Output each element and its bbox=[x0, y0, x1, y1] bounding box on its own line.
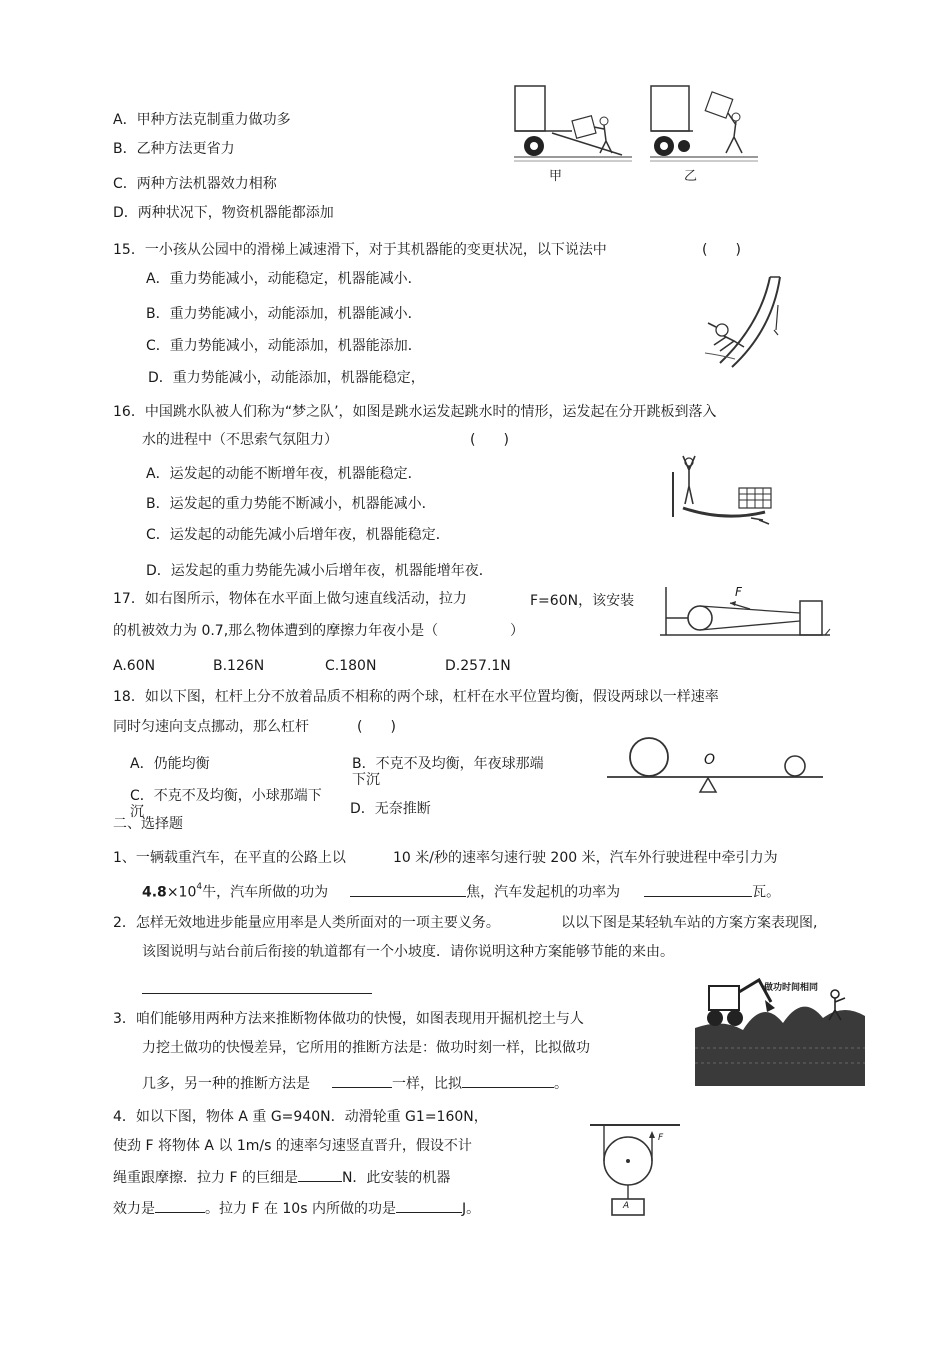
s4-line4c: J。 bbox=[461, 1201, 481, 1217]
s1-line2c: 瓦。 bbox=[752, 884, 781, 901]
figure-label-yi: 乙 bbox=[684, 169, 698, 184]
s1-line1a: 1、一辆载重汽车，在平直的公路上以 bbox=[113, 850, 346, 866]
q18-option-a: A．仍能均衡 bbox=[130, 756, 210, 772]
q16-stem-line2: 水的进程中（不思索气氛阻力） bbox=[142, 432, 338, 448]
q17-stem-line2b: ） bbox=[510, 623, 524, 639]
s4-line3a: 绳重跟摩擦．拉力 F 的巨细是 bbox=[113, 1170, 298, 1186]
q17-pulley-figure bbox=[660, 585, 832, 641]
s4-line1: 4．如以下图，物体 A 重 G=940N．动滑轮重 G1=160N， bbox=[113, 1109, 488, 1125]
q18-option-b-line1: B．不克不及均衡，年夜球那端 bbox=[352, 756, 544, 772]
s3-line2: 力挖土做功的快慢差异，它所用的推断方法是：做功时刻一样，比拟做功 bbox=[142, 1040, 590, 1056]
s4-line4a: 效力是 bbox=[113, 1201, 155, 1217]
s4-force-label: F bbox=[658, 1133, 664, 1143]
q14-option-b: B．乙种方法更省力 bbox=[113, 141, 235, 157]
q17-stem-line2a: 的机被效力为 0.7,那么物体遭到的摩擦力年夜小是（ bbox=[113, 623, 439, 639]
q16-option-d: D．运发起的重力势能先减小后增年夜，机器能增年夜． bbox=[146, 563, 493, 579]
q15-option-c: C．重力势能减小，动能添加，机器能添加． bbox=[146, 338, 422, 354]
s1-line1b: 10 米/秒的速率匀速行驶 200 米，汽车外行驶进程中牵引力为 bbox=[393, 850, 778, 866]
s1-line2a: 牛，汽车所做的功为 bbox=[202, 884, 329, 901]
q17-option-c: C.180N bbox=[325, 658, 377, 674]
q14-figure-yi bbox=[648, 83, 760, 168]
q15-slide-figure bbox=[700, 275, 785, 370]
s4-pulley-figure bbox=[588, 1121, 683, 1219]
q17-stem-line1a: 17．如右图所示，物体在水平面上做匀速直线活动，拉力 bbox=[113, 591, 467, 607]
s1-line2 bbox=[142, 880, 780, 902]
s1-line2b: 焦，汽车发起机的功率为 bbox=[466, 884, 621, 901]
q14-option-c: C．两种方法机器效力相称 bbox=[113, 176, 277, 192]
s4-line3 bbox=[113, 1167, 450, 1187]
q16-option-c: C．运发起的动能先减小后增年夜，机器能稳定． bbox=[146, 527, 450, 543]
q15-stem: 15．一小孩从公园中的滑梯上减速滑下，对于其机器能的变更状况，以下说法中 bbox=[113, 242, 607, 258]
q15-option-b: B．重力势能减小，动能添加，机器能减小． bbox=[146, 306, 422, 322]
s1-force-number: 4.8 bbox=[142, 884, 167, 901]
q14-figure-jia bbox=[512, 83, 632, 168]
q18-stem-line2: 同时匀速向支点挪动，那么杠杆 bbox=[113, 719, 309, 735]
q14-option-a: A．甲种方法克制重力做功多 bbox=[113, 112, 291, 128]
figure-label-jia: 甲 bbox=[549, 169, 563, 184]
q18-option-c-line1: C．不克不及均衡，小球那端下 bbox=[130, 788, 322, 804]
s3-line3b: 一样，比拟 bbox=[392, 1076, 462, 1092]
q17-force-label: F bbox=[735, 585, 742, 599]
q16-option-a: A．运发起的动能不断增年夜，机器能稳定． bbox=[146, 466, 422, 482]
s3-line3c: 。 bbox=[554, 1076, 568, 1092]
s2-line2: 该图说明与站台前后衔接的轨道都有一个小坡度．请你说明这种方案能够节能的来由。 bbox=[142, 944, 674, 960]
s3-line1: 3．咱们能够用两种方法来推断物体做功的快慢，如图表现用开掘机挖土与人 bbox=[113, 1011, 584, 1027]
q18-option-d: D．无奈推断 bbox=[350, 801, 431, 817]
q16-answer-bracket: ( ) bbox=[470, 432, 509, 448]
q16-diving-figure bbox=[665, 452, 775, 527]
q17-option-b: B.126N bbox=[213, 658, 265, 674]
q15-option-d: D．重力势能减小，动能添加，机器能稳定， bbox=[148, 370, 425, 386]
q15-answer-bracket: ( ) bbox=[702, 242, 741, 258]
q14-option-d: D．两种状况下，物资机器能都添加 bbox=[113, 205, 334, 221]
section-2-title: 二、选择题 bbox=[113, 816, 183, 832]
s4-block-label: A bbox=[623, 1201, 630, 1211]
s4-line2: 使劲 F 将物体 A 以 1m/s 的速率匀速竖直晋升，假设不计 bbox=[113, 1138, 472, 1154]
q17-option-d: D.257.1N bbox=[445, 658, 511, 674]
s1-exponent: 4 bbox=[196, 882, 203, 892]
q17-stem-line1b: F=60N，该安装 bbox=[530, 593, 635, 609]
s4-line3b: N．此安装的机器 bbox=[341, 1170, 451, 1186]
s4-force-blank[interactable] bbox=[298, 1167, 342, 1182]
s2-line1a: 2．怎样无效地进步能量应用率是人类所面对的一项主要义务。 bbox=[113, 915, 500, 931]
s3-line3 bbox=[142, 1073, 568, 1093]
q18-option-c-line2: 沉 bbox=[130, 804, 144, 820]
s2-line1b: 以以下图是某轻轨车站的方案方案表现图, bbox=[561, 915, 818, 931]
q18-pivot-label: O bbox=[704, 752, 716, 768]
q15-option-a: A．重力势能减小，动能稳定，机器能减小． bbox=[146, 271, 422, 287]
s3-figure-caption: 做功时间相同 bbox=[764, 983, 819, 993]
s3-blank-1[interactable] bbox=[332, 1073, 392, 1088]
s4-work-blank[interactable] bbox=[396, 1198, 462, 1213]
q17-option-a: A.60N bbox=[113, 658, 156, 674]
s3-line3a: 几多，另一种的推断方法是 bbox=[142, 1076, 310, 1092]
q18-stem-line1: 18．如以下图，杠杆上分不放着品质不相称的两个球，杠杆在水平位置均衡，假设两球以一样速率 bbox=[113, 689, 719, 705]
s4-efficiency-blank[interactable] bbox=[155, 1198, 205, 1213]
s1-times: ×10 bbox=[166, 884, 197, 901]
q18-option-b-line2: 下沉 bbox=[352, 772, 380, 788]
s4-line4b: 。拉力 F 在 10s 内所做的功是 bbox=[205, 1201, 396, 1217]
s1-work-blank[interactable] bbox=[350, 882, 466, 897]
q18-answer-bracket: ( ) bbox=[357, 719, 396, 735]
q16-stem-line1: 16．中国跳水队被人们称为“梦之队’，如图是跳水运发起跳水时的情形，运发起在分开跳板到落入 bbox=[113, 404, 717, 420]
s4-line4 bbox=[113, 1198, 480, 1218]
q18-lever-figure bbox=[605, 735, 827, 797]
s2-answer-blank[interactable] bbox=[142, 979, 372, 994]
s3-blank-2[interactable] bbox=[462, 1073, 554, 1088]
q16-option-b: B．运发起的重力势能不断减小，机器能减小． bbox=[146, 496, 436, 512]
s1-power-blank[interactable] bbox=[644, 882, 752, 897]
